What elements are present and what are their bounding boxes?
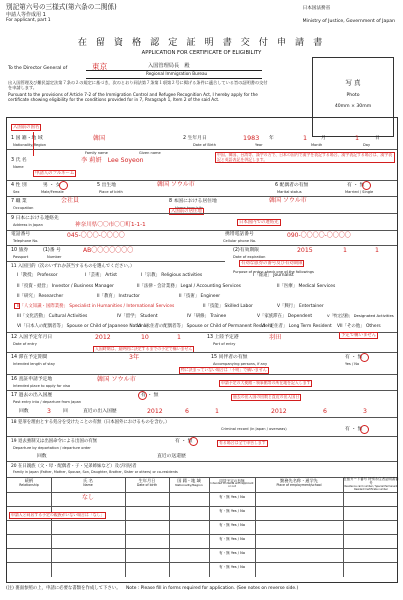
entry-year[interactable]: 2012 (95, 334, 111, 341)
latest-to-day[interactable]: 3 (363, 408, 367, 415)
field-5-label-en: Place of birth (99, 190, 123, 194)
divider (7, 213, 397, 214)
field-20-label: 20 在日親族（父・母・配偶者・子・兄弟姉妹など）及び同居者 (11, 464, 137, 469)
table-header-reside: 同居予定の有無 Intended to reside with applicant or not (210, 479, 254, 489)
year-en: Year (255, 143, 263, 147)
deportation-no-circle-mark (189, 437, 198, 446)
divider (7, 245, 397, 246)
field-5-label: 5 出生地 (97, 183, 116, 188)
cell-value[interactable]: 090-〇〇〇〇-〇〇〇〇 (287, 232, 351, 239)
passport-number-value[interactable]: AB〇〇〇〇〇〇〇 (83, 247, 134, 254)
passport-expiry-year[interactable]: 2015 (297, 247, 313, 254)
tel-label: 電話番号 (11, 232, 31, 237)
annotation-kanji: 中国、韓国、台湾等、漢字の方で、日本の国内で漢字を表記する場合、漢字表記する場合は、漢字表記と英語表記を併記します。 (215, 152, 395, 163)
purpose-option[interactable]: I「芸術」 Artist (85, 273, 118, 278)
table-header-dob: 生年月日 Date of birth (136, 478, 158, 487)
annotation-entry-date: 入国時期は、最終的に決定するまでの予定で構いません (95, 346, 193, 351)
form-body (6, 117, 398, 583)
table-row-none[interactable]: なし (81, 494, 94, 501)
annotation-passport: 有効な旅券の番号及び有効期限 (241, 261, 303, 266)
annotation-stay: 特に決まっていない場合は「不明」で構いません (181, 367, 267, 372)
criminal-no-circle-mark (360, 425, 369, 434)
field-8-value[interactable]: 韓国 ソウル市 (269, 197, 307, 204)
field-12-label: 12 入国予定年月日 (11, 335, 53, 340)
divider (7, 352, 397, 353)
latest-to-year[interactable]: 2012 (271, 408, 287, 415)
purpose-option[interactable]: II「技術」 Engineer (179, 294, 221, 299)
field-1-label-en: Nationality/Region (13, 143, 47, 147)
field-1-value[interactable]: 韓国 (93, 135, 106, 142)
field-3-label-en: Name (13, 165, 24, 169)
single-circle-mark (362, 181, 371, 190)
addressee-to: To the Director General of (8, 66, 68, 71)
form-title: 在 留 資 格 認 定 証 明 書 交 付 申 請 書 (77, 37, 326, 48)
field-10-label: 10 旅券 (11, 248, 29, 253)
field-5-value[interactable]: 韓国 ソウル市 (157, 181, 195, 188)
field-13-value[interactable]: 羽田 (269, 334, 282, 341)
entry-history-yes-circle-mark (138, 391, 147, 400)
purpose-option[interactable]: V「特定活動」 Designated Activities (327, 313, 394, 318)
entry-count-unit: 回 (63, 409, 68, 414)
arrow (33, 132, 34, 156)
divider (7, 548, 397, 549)
field-13-label-en: Port of entry (213, 342, 236, 346)
tel-value[interactable]: 045-〇〇〇-〇〇〇〇 (67, 232, 125, 239)
purpose-option[interactable]: VI「永住者の配偶者等」 Spouse or Child of Permanent Resident (137, 324, 273, 329)
intro-en: Pursuant to the provisions of Article 7-2 of the Immigration Control and Refugee Recognition Act, I hereby apply for the certificate showing eligibility for the conditions provided for in 7, Paragraph 1, Item 2 of the said Act. (8, 91, 258, 103)
field-6-options[interactable]: 有 ・ 無 (347, 183, 365, 188)
field-2-year[interactable]: 1983 (243, 134, 260, 142)
latest-from-month[interactable]: 6 (185, 408, 189, 415)
intro-ja: 出入国管理及び難民認定法第７条の２の規定に基づき，次のとおり同法第７条第１項第２号に掲げる条件に適合している旨の証明書の交付を申請します。 (8, 80, 268, 91)
cell-label-en: Cellular phone No. (223, 239, 257, 243)
divider (7, 534, 397, 535)
table-yesno[interactable]: 有・無 Yes / No (218, 523, 246, 527)
divider (7, 417, 397, 418)
field-1-label: 1 国 籍・地 域 (11, 136, 43, 141)
divider (7, 492, 397, 493)
field-20-label-en: Family in Japan (Father, Mother, Spouse, Son, Daughter, Brother, Sister or others) or co-residents (13, 470, 178, 474)
divider (7, 374, 397, 375)
purpose-option[interactable]: III「文化活動」 Cultural Activities (17, 314, 88, 319)
purpose-option[interactable]: I「宗教」 Religious activities (141, 273, 203, 278)
field-15-options-en: Yes / No (345, 362, 360, 366)
annotation-history: 過去の出入国の回数と直近の出入国日 (233, 394, 300, 399)
table-header-name: 氏 名 Name (83, 478, 93, 487)
field-17-options[interactable]: 有 ・ 無 (141, 393, 159, 398)
field-7-label: 7 職 業 (11, 199, 27, 204)
passport-expiry-day[interactable]: 1 (375, 247, 379, 254)
field-16-label-en: Intended place to apply for visa (13, 384, 71, 388)
ministry-block (303, 6, 395, 25)
cell-label: 携帯電話番号 (225, 232, 254, 237)
month-unit: 月 (321, 136, 326, 141)
purpose-option[interactable]: II「研究」 Researcher (17, 294, 64, 299)
bureau-name: 入国管理局長 殿 (148, 63, 190, 69)
passport-number-label: (1)番 号 (43, 248, 61, 253)
field-4-label-en: Sex (13, 190, 20, 194)
field-11-label: 11 入国目的（次のいずれか該当するものを選んでください。） (11, 264, 135, 269)
ministry-name-en: Ministry of Justice, Government of Japan (302, 19, 395, 25)
annotation-country: 入国前の国名 (13, 125, 40, 130)
field-9-label: 9 日本における連絡先 (11, 216, 59, 221)
field-3-value[interactable]: 李 莉妍 Lee Soyeon (81, 157, 144, 164)
field-17-label-en: Past entry into / departure from Japan (13, 400, 82, 404)
field-17-label: 17 過去の出入国歴 (11, 393, 53, 398)
passport-expiry-label: (2)有効期限 (233, 248, 259, 253)
field-19-options[interactable]: 有 ・ 無 (175, 439, 193, 444)
field-8-label: 8 本国における居住地 (169, 199, 217, 204)
photo-label: 写 真 (345, 79, 361, 87)
field-4-options[interactable]: 男 ・ 女 (43, 183, 61, 188)
deportation-count-label: 回数 (37, 454, 47, 459)
table-header-nationality: 国 籍・地 域 Nationality/Region (175, 478, 203, 487)
purpose-option[interactable]: II「教育」 Instructor (97, 294, 140, 299)
entry-count-value[interactable]: 3 (47, 408, 51, 415)
day-unit: 日 (375, 136, 380, 141)
photo-size: 40mm × 30mm (334, 103, 372, 109)
field-2-day[interactable]: 1 (355, 134, 360, 142)
form-subtitle: 申請人等作成用 1 (6, 11, 46, 18)
divider (7, 261, 225, 262)
form-subtitle-en: For applicant, part 1 (6, 18, 51, 24)
field-18-label: 18 犯罪を理由とする処分を受けたことの有無（日本国外におけるものを含む。） (11, 420, 170, 425)
divider (7, 562, 397, 563)
latest-deportation-label: 直近の送還歴 (157, 454, 186, 459)
field-13-label: 13 上陸予定港 (207, 335, 239, 340)
bureau-underline-2 (86, 78, 262, 79)
field-19-label: 19 退去強制又は出国命令による出国の有無 (11, 439, 98, 444)
year-unit: 年 (269, 136, 274, 141)
purpose-option[interactable]: IV「研修」 Trainee (187, 314, 227, 319)
field-2-label-en: Date of Birth (193, 143, 216, 147)
field-10-label-en: Passport (13, 255, 29, 259)
form-id: 別記第六号の三様式(第六条の二関係) (6, 3, 117, 11)
form-header (6, 4, 117, 23)
field-6-options-en: Married / Single (345, 190, 374, 194)
field-4-label: 4 性 別 (11, 183, 27, 188)
office-name: 東京 (92, 62, 108, 71)
purpose-option[interactable]: V「興行」 Entertainer (277, 304, 324, 309)
latest-from-year[interactable]: 2012 (147, 408, 163, 415)
field-18-options[interactable]: 有 ・ 無 (345, 427, 363, 432)
purpose-option[interactable]: V「家族滞在」 Dependent (257, 314, 313, 319)
purpose-option[interactable]: VI「日本人の配偶者等」 Spouse or Child of Japanese National (17, 324, 148, 329)
field-12-label-en: Date of entry (13, 342, 37, 346)
field-2-label: 2 生年月日 (183, 136, 207, 141)
field-6-label: 6 配偶者の有無 (275, 183, 309, 188)
field-6-label-en: Marital status (277, 190, 302, 194)
purpose-option[interactable]: VI「定住者」 Long Term Resident (261, 324, 332, 329)
field-4-options-en: Male/Female (41, 190, 64, 194)
divider (7, 461, 397, 462)
footer-note (6, 586, 398, 591)
divider (7, 390, 397, 391)
field-15-label: 15 同伴者の有無 (211, 355, 248, 360)
table-header-relationship: 続柄 Relationship (19, 478, 39, 487)
table-yesno[interactable]: 有・無 Yes / No (218, 551, 246, 555)
latest-from-day[interactable]: 1 (215, 408, 219, 415)
female-circle-mark (59, 181, 68, 190)
purpose-option-selected[interactable]: II「人文知識・国際業務」 Specialist in Humanities / International Services (17, 304, 175, 309)
table-header-employment: 勤務先名称・通学先 Place of employment/school (276, 478, 322, 487)
field-14-label: 14 滞在予定期間 (11, 355, 48, 360)
field-7-value[interactable]: 会社員 (61, 197, 80, 204)
annotation-residence: 入国前の居住地 (171, 209, 202, 214)
purpose-option[interactable]: I「教授」 Professor (17, 273, 58, 278)
passport-number-label-en: Number (47, 255, 62, 259)
checkmark-icon (14, 303, 20, 309)
divider (7, 520, 397, 521)
intro-text (8, 80, 268, 103)
tel-label-en: Telephone No. (13, 239, 39, 243)
field-9-value[interactable]: 神奈川県〇〇市〇〇町1-1-1 (75, 222, 146, 228)
field-15-label-en: Accompanying persons, if any (213, 362, 268, 366)
field-14-value[interactable]: 3年 (129, 354, 140, 361)
field-11-label-en: Purpose of entry: check one of the followings (233, 270, 314, 274)
table-yesno[interactable]: 有・無 Yes / No (218, 537, 246, 541)
field-15-options[interactable]: 有 ・ 無 (345, 355, 363, 360)
given-name-hint: Given name (139, 151, 161, 155)
family-name-hint: Family name (85, 151, 108, 155)
form-title-en: APPLICATION FOR CERTIFICATE OF ELIGIBILITY (141, 50, 262, 56)
day-en: Day (363, 143, 371, 147)
table-yesno[interactable]: 有・無 Yes / No (218, 509, 246, 513)
ministry-name: 日本国法務省 (302, 6, 331, 11)
latest-entry-label: 直近の出入国歴 (83, 409, 117, 414)
table-header-card-number: 在留カード番号 特別永住者証明書番号 Residence card number / Special Permanent Resident Certificate number (343, 477, 399, 491)
purpose-option[interactable]: II「法律・会計業務」 Legal / Accounting Services (137, 284, 241, 289)
purpose-option[interactable]: I「報道」 Journalist (253, 273, 294, 278)
annotation-contact: 日本国内での連絡先 (239, 220, 279, 225)
annotation-family: 申請人と同居する予定の親族がいない場合は「なし」 (11, 512, 105, 517)
field-16-value[interactable]: 韓国 ソウル市 (97, 376, 136, 383)
passport-expiry-label-en: Date of expiration (233, 255, 266, 259)
purpose-option[interactable]: II「投資・経営」 Investor / Business Manager (17, 284, 114, 289)
divider (7, 506, 397, 507)
field-7-label-en: Occupation (13, 206, 34, 210)
accompany-no-circle-mark (360, 353, 369, 362)
annotation-port: 予定で構いません (341, 333, 377, 338)
divider (7, 477, 397, 478)
purpose-option[interactable]: IV「留学」 Student (117, 314, 158, 319)
field-2-month[interactable]: 1 (303, 134, 308, 142)
annotation-name: 申請人のフルネーム (35, 171, 75, 176)
divider (7, 149, 397, 150)
field-3-label: 3 氏 名 (11, 158, 27, 163)
field-14-label-en: Intended length of stay (13, 362, 55, 366)
passport-expiry-month[interactable]: 1 (343, 247, 347, 254)
bureau-name-en: Regional Immigration Bureau (146, 71, 208, 76)
field-16-label: 16 査証申請予定地 (11, 377, 53, 382)
purpose-option[interactable]: II「医療」 Medical Services (277, 284, 336, 289)
entry-count-label: 回数 (19, 409, 29, 414)
table-yesno[interactable]: 有・無 Yes / No (218, 565, 246, 569)
field-9-label-en: Address in Japan (13, 223, 43, 227)
entry-month[interactable]: 10 (141, 334, 149, 341)
footer-note-en: Note : Please fill in forms required for application. (See notes on reverse side.) (126, 586, 299, 591)
month-en: Month (311, 143, 323, 147)
footer-note-ja: (注) 裏面参照の上，申請に必要な書類を作成して下さい。 (6, 586, 121, 591)
purpose-option[interactable]: VII「その他」 Others (337, 324, 381, 329)
field-18-label-en: Criminal record (in Japan / overseas) (221, 427, 287, 431)
entry-day[interactable]: 1 (177, 334, 181, 341)
latest-to-month[interactable]: 6 (323, 408, 327, 415)
field-19-label-en: Departure by deportation / departure order (13, 446, 91, 450)
annotation-visa-place: 申請予定の大使館・領事館等の所在地を記入します (221, 380, 311, 385)
photo-label-en: Photo (346, 92, 360, 98)
annotation-all-records: 有る場合は全て申告します (219, 440, 266, 445)
table-yesno[interactable]: 有・無 Yes / No (218, 495, 246, 499)
purpose-option[interactable]: II「技能」 Skilled Labor (203, 304, 253, 309)
divider (7, 436, 397, 437)
divider (7, 230, 397, 231)
